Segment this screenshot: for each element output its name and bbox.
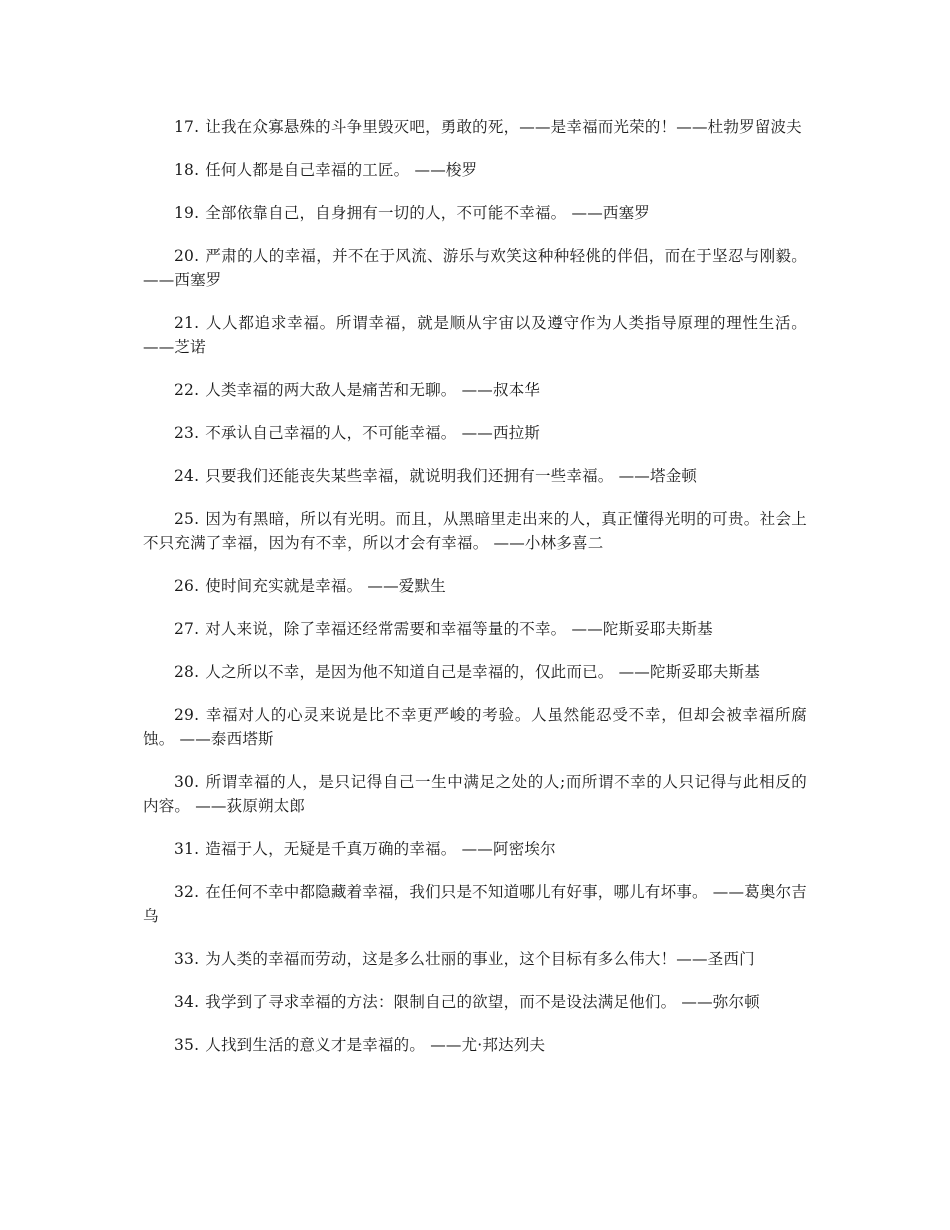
quote-item: [143, 574, 807, 598]
quote-text: 人找到生活的意义才是幸福的。 ——尤·邦达列夫: [205, 1036, 546, 1054]
quote-text: 幸福对人的心灵来说是比不幸更严峻的考验。人虽然能忍受不幸，但却会被幸福所腐蚀。 ——泰西塔斯: [143, 706, 807, 748]
quote-number: 31.: [174, 840, 200, 858]
quote-item: [143, 947, 807, 971]
quote-number: 20.: [174, 247, 200, 265]
quote-list: [143, 115, 807, 1076]
quote-item: [143, 660, 807, 684]
quote-text: 严肃的人的幸福，并不在于风流、游乐与欢笑这种种轻佻的伴侣，而在于坚忍与刚毅。 ——西塞罗: [143, 247, 807, 289]
quote-text: 因为有黑暗，所以有光明。而且，从黑暗里走出来的人，真正懂得光明的可贵。社会上不只充满了幸福，因为有不幸，所以才会有幸福。 ——小林多喜二: [143, 510, 807, 552]
quote-item: [143, 770, 807, 818]
quote-number: 23.: [174, 424, 200, 442]
quote-number: 19.: [174, 204, 200, 222]
quote-text: 人类幸福的两大敌人是痛苦和无聊。 ——叔本华: [205, 381, 541, 399]
quote-number: 33.: [174, 950, 200, 968]
quote-text: 任何人都是自己幸福的工匠。 ——梭罗: [205, 161, 478, 179]
quote-item: [143, 244, 807, 292]
quote-number: 21.: [174, 314, 200, 332]
quote-item: [143, 703, 807, 751]
quote-item: [143, 378, 807, 402]
quote-text: 在任何不幸中都隐藏着幸福，我们只是不知道哪儿有好事，哪儿有坏事。 ——葛奥尔吉乌: [143, 883, 807, 925]
quote-number: 17.: [174, 118, 200, 136]
quote-number: 34.: [174, 993, 200, 1011]
quote-text: 使时间充实就是幸福。 ——爱默生: [205, 577, 446, 595]
quote-item: [143, 201, 807, 225]
quote-item: [143, 311, 807, 359]
quote-text: 不承认自己幸福的人，不可能幸福。 ——西拉斯: [205, 424, 541, 442]
quote-item: [143, 421, 807, 445]
quote-number: 29.: [174, 706, 200, 724]
quote-text: 只要我们还能丧失某些幸福，就说明我们还拥有一些幸福。 ——塔金顿: [205, 467, 698, 485]
quote-text: 所谓幸福的人，是只记得自己一生中满足之处的人;而所谓不幸的人只记得与此相反的内容。 ——荻原朔太郎: [143, 773, 807, 815]
quote-number: 35.: [174, 1036, 200, 1054]
quote-text: 人人都追求幸福。所谓幸福，就是顺从宇宙以及遵守作为人类指导原理的理性生活。 ——芝诺: [143, 314, 807, 356]
quote-number: 26.: [174, 577, 200, 595]
quote-number: 22.: [174, 381, 200, 399]
quote-text: 人之所以不幸，是因为他不知道自己是幸福的，仅此而已。 ——陀斯妥耶夫斯基: [205, 663, 760, 681]
quote-item: [143, 990, 807, 1014]
quote-number: 18.: [174, 161, 200, 179]
quote-number: 28.: [174, 663, 200, 681]
quote-item: [143, 617, 807, 641]
quote-text: 造福于人，无疑是千真万确的幸福。 ——阿密埃尔: [205, 840, 556, 858]
quote-item: [143, 464, 807, 488]
quote-number: 32.: [174, 883, 200, 901]
quote-item: [143, 507, 807, 555]
quote-number: 30.: [174, 773, 200, 791]
quote-text: 让我在众寡悬殊的斗争里毁灭吧，勇敢的死，——是幸福而光荣的！——杜勃罗留波夫: [205, 118, 802, 136]
quote-item: [143, 880, 807, 928]
quote-item: [143, 1033, 807, 1057]
quote-text: 我学到了寻求幸福的方法：限制自己的欲望，而不是设法满足他们。 ——弥尔顿: [205, 993, 760, 1011]
quote-item: [143, 837, 807, 861]
quote-text: 为人类的幸福而劳动，这是多么壮丽的事业，这个目标有多么伟大！——圣西门: [205, 950, 755, 968]
quote-number: 27.: [174, 620, 200, 638]
quote-number: 24.: [174, 467, 200, 485]
quote-number: 25.: [174, 510, 200, 528]
quote-text: 全部依靠自己，自身拥有一切的人，不可能不幸福。 ——西塞罗: [205, 204, 650, 222]
quote-item: [143, 158, 807, 182]
quote-text: 对人来说，除了幸福还经常需要和幸福等量的不幸。 ——陀斯妥耶夫斯基: [205, 620, 713, 638]
quote-item: [143, 115, 807, 139]
